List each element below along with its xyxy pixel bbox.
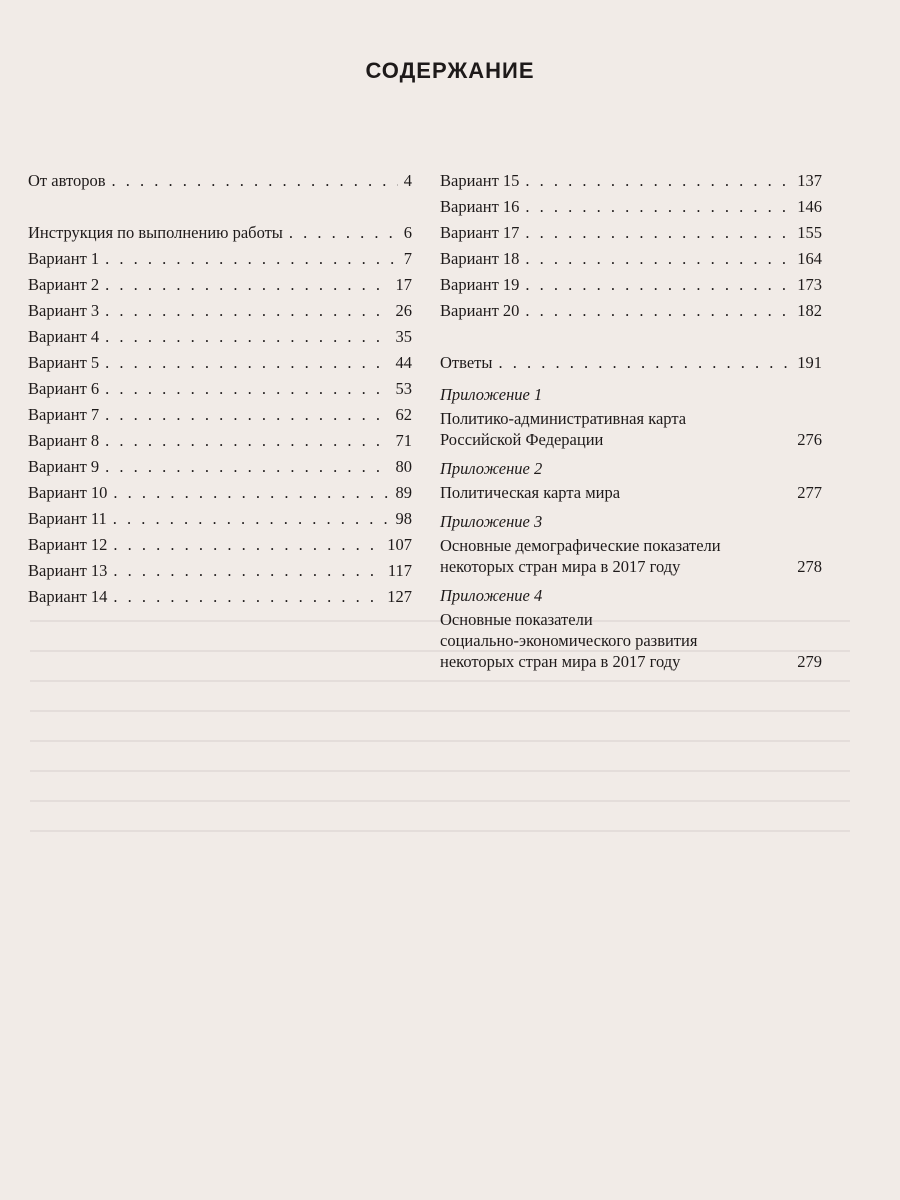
toc-entry-appendix-1[interactable] [440, 408, 822, 450]
toc-entry-variant-12[interactable]: Вариант 12 . . . 107 [28, 532, 412, 558]
toc-entry-variant-14[interactable]: Вариант 14 . . . 127 [28, 584, 412, 610]
appendix-4-page: 279 [797, 652, 822, 671]
toc-entry-appendix-4[interactable] [440, 609, 822, 672]
toc-entry-appendix-2[interactable] [440, 482, 822, 503]
appendix-3-page: 278 [797, 557, 822, 576]
appendix-1-page: 276 [797, 430, 822, 449]
toc-entry-variant-1[interactable]: Вариант 1 . . . 7 [28, 246, 412, 272]
toc-entry-variant-20[interactable]: Вариант 20 . . . 182 [440, 298, 822, 324]
appendix-2-title-line-1: Политическая карта мира [440, 483, 621, 502]
toc-entry-instructions[interactable]: Инструкция по выполнению работы . . . 6 [28, 220, 412, 246]
appendix-3-title-line-1: Основные демографические показатели [440, 536, 721, 555]
appendix-4-title-line-1: Основные показатели [440, 610, 593, 629]
toc-entry-authors[interactable]: От авторов . . . 4 [28, 168, 412, 194]
toc-entry-appendix-3[interactable] [440, 535, 822, 577]
page-title: СОДЕРЖАНИЕ [365, 58, 535, 83]
appendix-1-label: Приложение 1 [440, 385, 543, 404]
appendix-1-title-line-1: Политико-административная карта [440, 409, 687, 428]
toc-entry-variant-4[interactable]: Вариант 4 . . . 35 [28, 324, 412, 350]
toc-entry-variant-19[interactable]: Вариант 19 . . . 173 [440, 272, 822, 298]
appendix-4-title-line-2: социально-экономического развития [440, 631, 698, 650]
toc-entry-variant-7[interactable]: Вариант 7 . . . 62 [28, 402, 412, 428]
appendix-3-label: Приложение 3 [440, 512, 543, 531]
toc-entry-variant-3[interactable]: Вариант 3 . . . 26 [28, 298, 412, 324]
appendix-1-title-line-2: Российской Федерации [440, 430, 604, 449]
toc-left-column [28, 168, 412, 610]
toc-entry-variant-9[interactable]: Вариант 9 . . . 80 [28, 454, 412, 480]
toc-entry-variant-17[interactable]: Вариант 17 . . . 155 [440, 220, 822, 246]
toc-entry-variant-5[interactable]: Вариант 5 . . . 44 [28, 350, 412, 376]
toc-entry-variant-10[interactable]: Вариант 10 . . . 89 [28, 480, 412, 506]
toc-entry-variant-8[interactable]: Вариант 8 . . . 71 [28, 428, 412, 454]
toc-entry-variant-16[interactable]: Вариант 16 . . . 146 [440, 194, 822, 220]
toc-entry-variant-15[interactable]: Вариант 15 . . . 137 [440, 168, 822, 194]
appendix-2-page: 277 [797, 483, 822, 502]
toc-entry-variant-2[interactable]: Вариант 2 . . . 17 [28, 272, 412, 298]
toc-entry-variant-18[interactable]: Вариант 18 . . . 164 [440, 246, 822, 272]
toc-entry-variant-13[interactable]: Вариант 13 . . . 117 [28, 558, 412, 584]
appendix-4-title-line-3: некоторых стран мира в 2017 году [440, 652, 681, 671]
appendix-3-title-line-2: некоторых стран мира в 2017 году [440, 557, 681, 576]
toc-entry-variant-11[interactable]: Вариант 11 . . . 98 [28, 506, 412, 532]
toc-entry-answers[interactable]: Ответы . . . 191 [440, 350, 822, 376]
toc-right-column [440, 168, 822, 672]
toc-entry-variant-6[interactable]: Вариант 6 . . . 53 [28, 376, 412, 402]
appendix-4-label: Приложение 4 [440, 586, 543, 605]
appendix-2-label: Приложение 2 [440, 459, 543, 478]
